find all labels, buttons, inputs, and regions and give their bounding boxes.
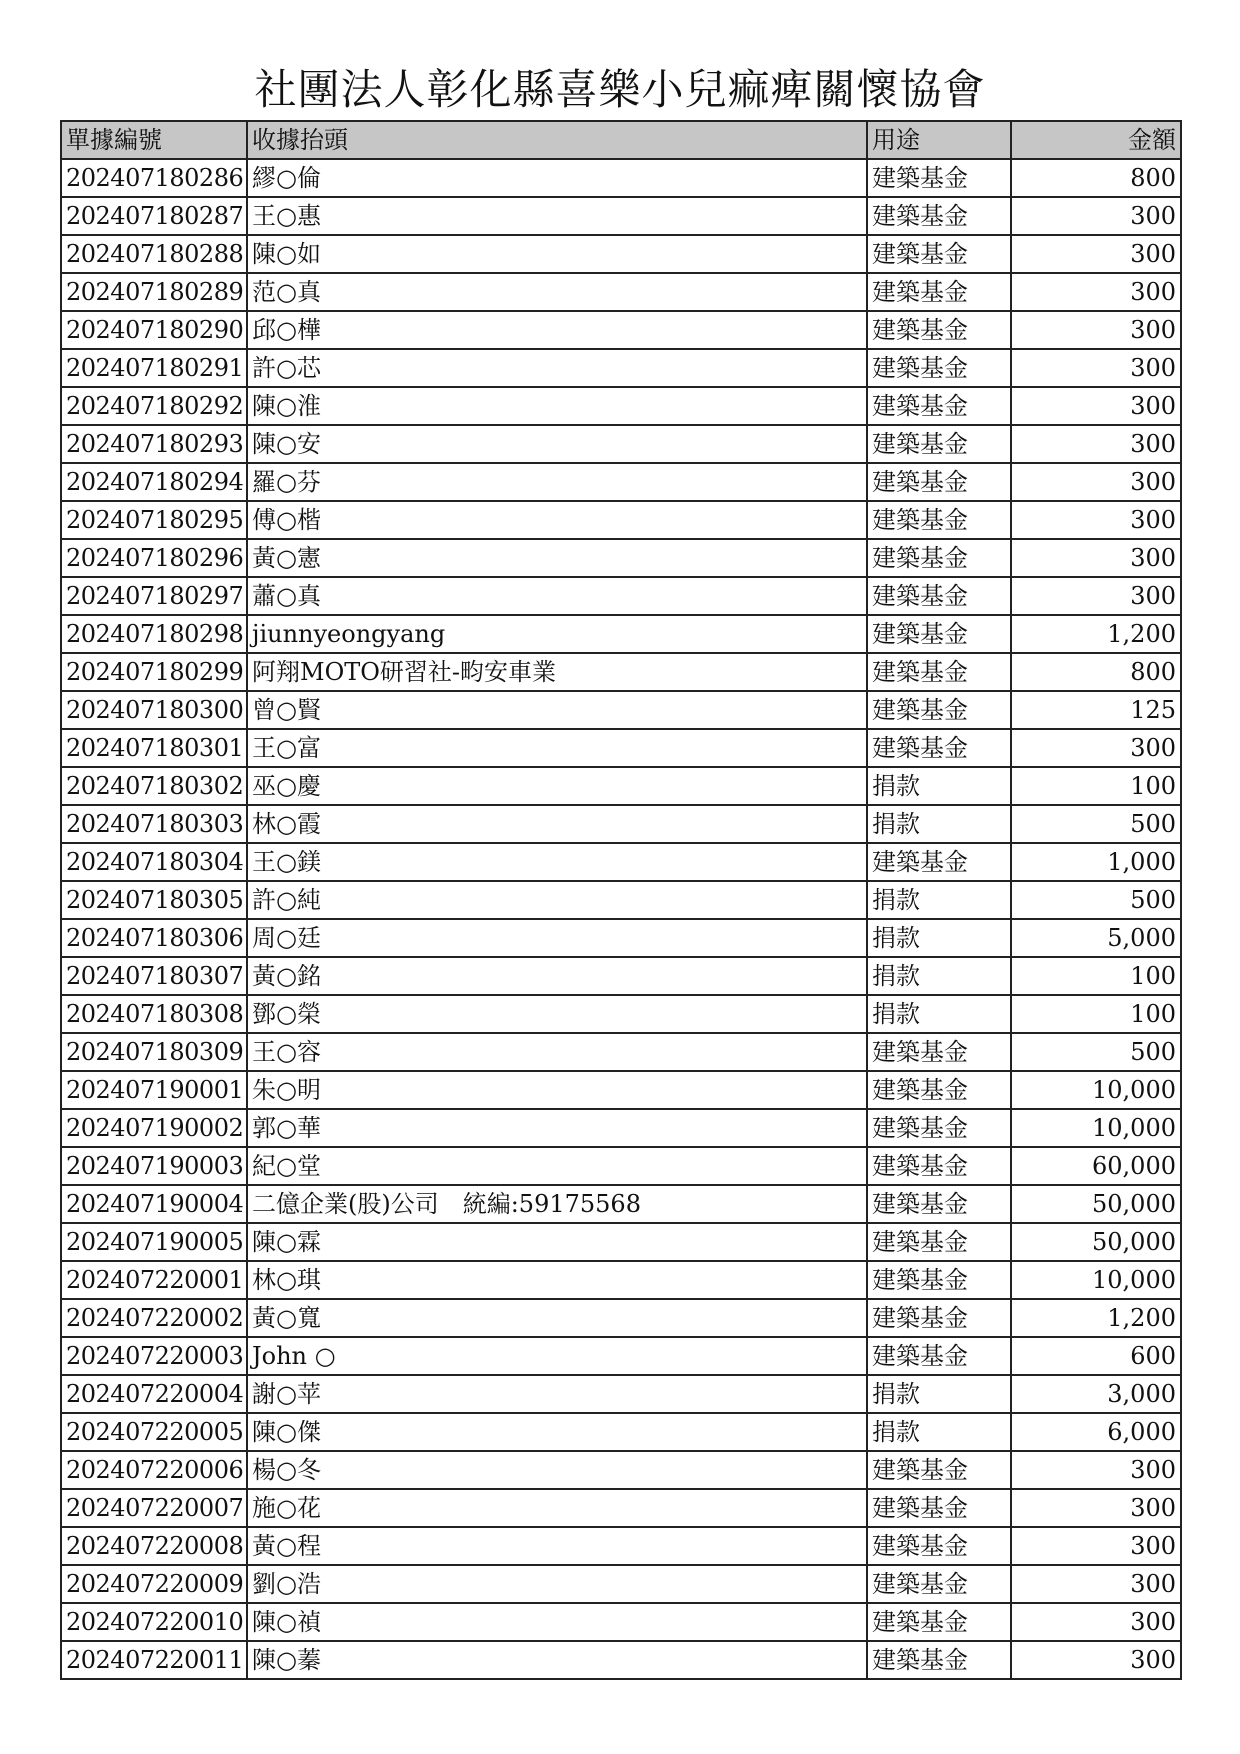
- receipt-title-cell: 劉○浩: [247, 1565, 867, 1603]
- purpose-cell: 建築基金: [867, 311, 1011, 349]
- header-receipt-number: 單據編號: [61, 121, 247, 159]
- table-row: [61, 1565, 1181, 1603]
- receipt-title-cell: 鄧○榮: [247, 995, 867, 1033]
- receipt-title-cell: 二億企業(股)公司 統編:59175568: [247, 1185, 867, 1223]
- receipt-title-cell: 范○真: [247, 273, 867, 311]
- purpose-cell: 建築基金: [867, 1527, 1011, 1565]
- table-row: [61, 159, 1181, 197]
- amount-cell: 300: [1011, 501, 1181, 539]
- purpose-cell: 建築基金: [867, 235, 1011, 273]
- receipt-title-cell: 黃○憲: [247, 539, 867, 577]
- purpose-cell: 建築基金: [867, 1185, 1011, 1223]
- receipt-title-cell: 林○琪: [247, 1261, 867, 1299]
- amount-cell: 300: [1011, 235, 1181, 273]
- receipt-number-cell: 202407180295: [61, 501, 247, 539]
- amount-cell: 300: [1011, 577, 1181, 615]
- amount-cell: 500: [1011, 881, 1181, 919]
- receipt-number-cell: 202407190002: [61, 1109, 247, 1147]
- receipt-title-cell: 郭○華: [247, 1109, 867, 1147]
- receipt-number-cell: 202407220003: [61, 1337, 247, 1375]
- receipt-number-cell: 202407180296: [61, 539, 247, 577]
- table-row: [61, 729, 1181, 767]
- amount-cell: 500: [1011, 1033, 1181, 1071]
- table-row: [61, 577, 1181, 615]
- header-receipt-title: 收據抬頭: [247, 121, 867, 159]
- purpose-cell: 捐款: [867, 881, 1011, 919]
- purpose-cell: 建築基金: [867, 1109, 1011, 1147]
- receipt-number-cell: 202407180307: [61, 957, 247, 995]
- table-row: [61, 463, 1181, 501]
- amount-cell: 300: [1011, 729, 1181, 767]
- purpose-cell: 捐款: [867, 1375, 1011, 1413]
- receipt-title-cell: 紀○堂: [247, 1147, 867, 1185]
- purpose-cell: 建築基金: [867, 615, 1011, 653]
- purpose-cell: 建築基金: [867, 197, 1011, 235]
- amount-cell: 300: [1011, 1527, 1181, 1565]
- purpose-cell: 建築基金: [867, 577, 1011, 615]
- table-row: [61, 1527, 1181, 1565]
- table-row: [61, 919, 1181, 957]
- table-row: [61, 1489, 1181, 1527]
- receipt-title-cell: 許○芯: [247, 349, 867, 387]
- purpose-cell: 建築基金: [867, 843, 1011, 881]
- amount-cell: 600: [1011, 1337, 1181, 1375]
- receipt-title-cell: 邱○樺: [247, 311, 867, 349]
- table-row: [61, 843, 1181, 881]
- receipt-number-cell: 202407190001: [61, 1071, 247, 1109]
- purpose-cell: 建築基金: [867, 463, 1011, 501]
- amount-cell: 300: [1011, 1489, 1181, 1527]
- purpose-cell: 建築基金: [867, 1071, 1011, 1109]
- purpose-cell: 建築基金: [867, 1033, 1011, 1071]
- receipt-title-cell: 傅○楷: [247, 501, 867, 539]
- table-row: [61, 311, 1181, 349]
- amount-cell: 300: [1011, 387, 1181, 425]
- table-row: [61, 881, 1181, 919]
- amount-cell: 5,000: [1011, 919, 1181, 957]
- table-row: [61, 1641, 1181, 1679]
- receipt-title-cell: 王○惠: [247, 197, 867, 235]
- table-header-row: [61, 121, 1181, 159]
- receipt-number-cell: 202407180288: [61, 235, 247, 273]
- receipt-title-cell: 王○容: [247, 1033, 867, 1071]
- receipt-number-cell: 202407190004: [61, 1185, 247, 1223]
- table-row: [61, 1185, 1181, 1223]
- purpose-cell: 建築基金: [867, 501, 1011, 539]
- table-row: [61, 501, 1181, 539]
- purpose-cell: 捐款: [867, 767, 1011, 805]
- amount-cell: 300: [1011, 273, 1181, 311]
- amount-cell: 300: [1011, 349, 1181, 387]
- table-row: [61, 1337, 1181, 1375]
- receipt-title-cell: 曾○賢: [247, 691, 867, 729]
- purpose-cell: 建築基金: [867, 425, 1011, 463]
- receipt-title-cell: 陳○安: [247, 425, 867, 463]
- amount-cell: 500: [1011, 805, 1181, 843]
- amount-cell: 10,000: [1011, 1261, 1181, 1299]
- receipt-title-cell: 陳○傑: [247, 1413, 867, 1451]
- receipt-title-cell: 許○純: [247, 881, 867, 919]
- amount-cell: 300: [1011, 1603, 1181, 1641]
- table-row: [61, 539, 1181, 577]
- table-row: [61, 387, 1181, 425]
- receipt-number-cell: 202407180290: [61, 311, 247, 349]
- receipt-number-cell: 202407180293: [61, 425, 247, 463]
- amount-cell: 300: [1011, 1451, 1181, 1489]
- purpose-cell: 建築基金: [867, 1337, 1011, 1375]
- receipt-title-cell: 林○霞: [247, 805, 867, 843]
- table-row: [61, 197, 1181, 235]
- table-row: [61, 805, 1181, 843]
- amount-cell: 300: [1011, 539, 1181, 577]
- amount-cell: 50,000: [1011, 1185, 1181, 1223]
- table-row: [61, 1147, 1181, 1185]
- receipt-number-cell: 202407180303: [61, 805, 247, 843]
- amount-cell: 60,000: [1011, 1147, 1181, 1185]
- amount-cell: 6,000: [1011, 1413, 1181, 1451]
- amount-cell: 3,000: [1011, 1375, 1181, 1413]
- receipt-number-cell: 202407180304: [61, 843, 247, 881]
- purpose-cell: 捐款: [867, 995, 1011, 1033]
- receipt-title-cell: 謝○苹: [247, 1375, 867, 1413]
- receipt-number-cell: 202407180291: [61, 349, 247, 387]
- header-purpose: 用途: [867, 121, 1011, 159]
- table-body: [61, 159, 1181, 1679]
- table-row: [61, 1603, 1181, 1641]
- purpose-cell: 捐款: [867, 957, 1011, 995]
- receipt-title-cell: 黃○寬: [247, 1299, 867, 1337]
- receipt-number-cell: 202407180301: [61, 729, 247, 767]
- table-row: [61, 1109, 1181, 1147]
- amount-cell: 1,200: [1011, 615, 1181, 653]
- receipt-title-cell: 羅○芬: [247, 463, 867, 501]
- table-row: [61, 1413, 1181, 1451]
- receipt-title-cell: 周○廷: [247, 919, 867, 957]
- receipt-number-cell: 202407180298: [61, 615, 247, 653]
- purpose-cell: 建築基金: [867, 1299, 1011, 1337]
- amount-cell: 300: [1011, 1641, 1181, 1679]
- receipt-number-cell: 202407180299: [61, 653, 247, 691]
- amount-cell: 100: [1011, 995, 1181, 1033]
- receipt-number-cell: 202407180306: [61, 919, 247, 957]
- receipt-title-cell: 黃○銘: [247, 957, 867, 995]
- receipt-title-cell: 楊○冬: [247, 1451, 867, 1489]
- purpose-cell: 建築基金: [867, 1565, 1011, 1603]
- purpose-cell: 建築基金: [867, 273, 1011, 311]
- purpose-cell: 建築基金: [867, 1451, 1011, 1489]
- receipt-title-cell: 陳○如: [247, 235, 867, 273]
- receipt-title-cell: 陳○淮: [247, 387, 867, 425]
- receipt-title-cell: 王○富: [247, 729, 867, 767]
- receipt-number-cell: 202407180305: [61, 881, 247, 919]
- receipt-number-cell: 202407190005: [61, 1223, 247, 1261]
- receipt-number-cell: 202407220005: [61, 1413, 247, 1451]
- purpose-cell: 建築基金: [867, 1223, 1011, 1261]
- receipt-number-cell: 202407220006: [61, 1451, 247, 1489]
- amount-cell: 100: [1011, 957, 1181, 995]
- table-row: [61, 273, 1181, 311]
- receipt-title-cell: John ○: [247, 1337, 867, 1375]
- header-amount: 金額: [1011, 121, 1181, 159]
- table-row: [61, 1299, 1181, 1337]
- table-row: [61, 653, 1181, 691]
- receipt-number-cell: 202407180309: [61, 1033, 247, 1071]
- receipt-number-cell: 202407220008: [61, 1527, 247, 1565]
- amount-cell: 10,000: [1011, 1071, 1181, 1109]
- receipt-title-cell: jiunnyeongyang: [247, 615, 867, 653]
- receipt-title-cell: 王○鎂: [247, 843, 867, 881]
- amount-cell: 300: [1011, 197, 1181, 235]
- receipt-number-cell: 202407220001: [61, 1261, 247, 1299]
- receipt-number-cell: 202407180302: [61, 767, 247, 805]
- receipt-title-cell: 黃○程: [247, 1527, 867, 1565]
- purpose-cell: 建築基金: [867, 349, 1011, 387]
- receipt-number-cell: 202407220002: [61, 1299, 247, 1337]
- purpose-cell: 建築基金: [867, 729, 1011, 767]
- receipt-number-cell: 202407220011: [61, 1641, 247, 1679]
- table-row: [61, 691, 1181, 729]
- receipt-number-cell: 202407180300: [61, 691, 247, 729]
- receipt-title-cell: 施○花: [247, 1489, 867, 1527]
- table-row: [61, 615, 1181, 653]
- receipt-number-cell: 202407180289: [61, 273, 247, 311]
- table-row: [61, 349, 1181, 387]
- receipt-number-cell: 202407190003: [61, 1147, 247, 1185]
- amount-cell: 10,000: [1011, 1109, 1181, 1147]
- table-row: [61, 1261, 1181, 1299]
- receipt-number-cell: 202407180308: [61, 995, 247, 1033]
- purpose-cell: 建築基金: [867, 539, 1011, 577]
- purpose-cell: 建築基金: [867, 159, 1011, 197]
- purpose-cell: 建築基金: [867, 1261, 1011, 1299]
- amount-cell: 800: [1011, 159, 1181, 197]
- receipt-title-cell: 巫○慶: [247, 767, 867, 805]
- receipt-title-cell: 陳○霖: [247, 1223, 867, 1261]
- page-title: 社團法人彰化縣喜樂小兒痲痺關懷協會: [254, 65, 986, 114]
- table-row: [61, 1033, 1181, 1071]
- receipt-number-cell: 202407220007: [61, 1489, 247, 1527]
- table-row: [61, 235, 1181, 273]
- purpose-cell: 捐款: [867, 1413, 1011, 1451]
- receipt-title-cell: 陳○禎: [247, 1603, 867, 1641]
- table-row: [61, 767, 1181, 805]
- receipt-number-cell: 202407220010: [61, 1603, 247, 1641]
- purpose-cell: 建築基金: [867, 1147, 1011, 1185]
- purpose-cell: 捐款: [867, 805, 1011, 843]
- purpose-cell: 建築基金: [867, 653, 1011, 691]
- receipt-title-cell: 蕭○真: [247, 577, 867, 615]
- amount-cell: 1,200: [1011, 1299, 1181, 1337]
- table-row: [61, 957, 1181, 995]
- receipt-title-cell: 繆○倫: [247, 159, 867, 197]
- purpose-cell: 建築基金: [867, 1603, 1011, 1641]
- amount-cell: 300: [1011, 311, 1181, 349]
- table-row: [61, 1071, 1181, 1109]
- amount-cell: 125: [1011, 691, 1181, 729]
- table-row: [61, 995, 1181, 1033]
- amount-cell: 300: [1011, 463, 1181, 501]
- purpose-cell: 建築基金: [867, 387, 1011, 425]
- purpose-cell: 建築基金: [867, 691, 1011, 729]
- table-row: [61, 1451, 1181, 1489]
- receipt-title-cell: 朱○明: [247, 1071, 867, 1109]
- table-row: [61, 425, 1181, 463]
- amount-cell: 800: [1011, 653, 1181, 691]
- amount-cell: 100: [1011, 767, 1181, 805]
- receipt-title-cell: 陳○蓁: [247, 1641, 867, 1679]
- purpose-cell: 建築基金: [867, 1489, 1011, 1527]
- amount-cell: 50,000: [1011, 1223, 1181, 1261]
- receipt-number-cell: 202407180294: [61, 463, 247, 501]
- amount-cell: 1,000: [1011, 843, 1181, 881]
- receipt-title-cell: 阿翔MOTO研習社-畇安車業: [247, 653, 867, 691]
- purpose-cell: 建築基金: [867, 1641, 1011, 1679]
- purpose-cell: 捐款: [867, 919, 1011, 957]
- amount-cell: 300: [1011, 1565, 1181, 1603]
- table-row: [61, 1223, 1181, 1261]
- receipt-number-cell: 202407180297: [61, 577, 247, 615]
- receipt-table: [60, 120, 1182, 1680]
- amount-cell: 300: [1011, 425, 1181, 463]
- receipt-number-cell: 202407220004: [61, 1375, 247, 1413]
- receipt-number-cell: 202407180287: [61, 197, 247, 235]
- receipt-number-cell: 202407220009: [61, 1565, 247, 1603]
- receipt-number-cell: 202407180286: [61, 159, 247, 197]
- table-row: [61, 1375, 1181, 1413]
- receipt-number-cell: 202407180292: [61, 387, 247, 425]
